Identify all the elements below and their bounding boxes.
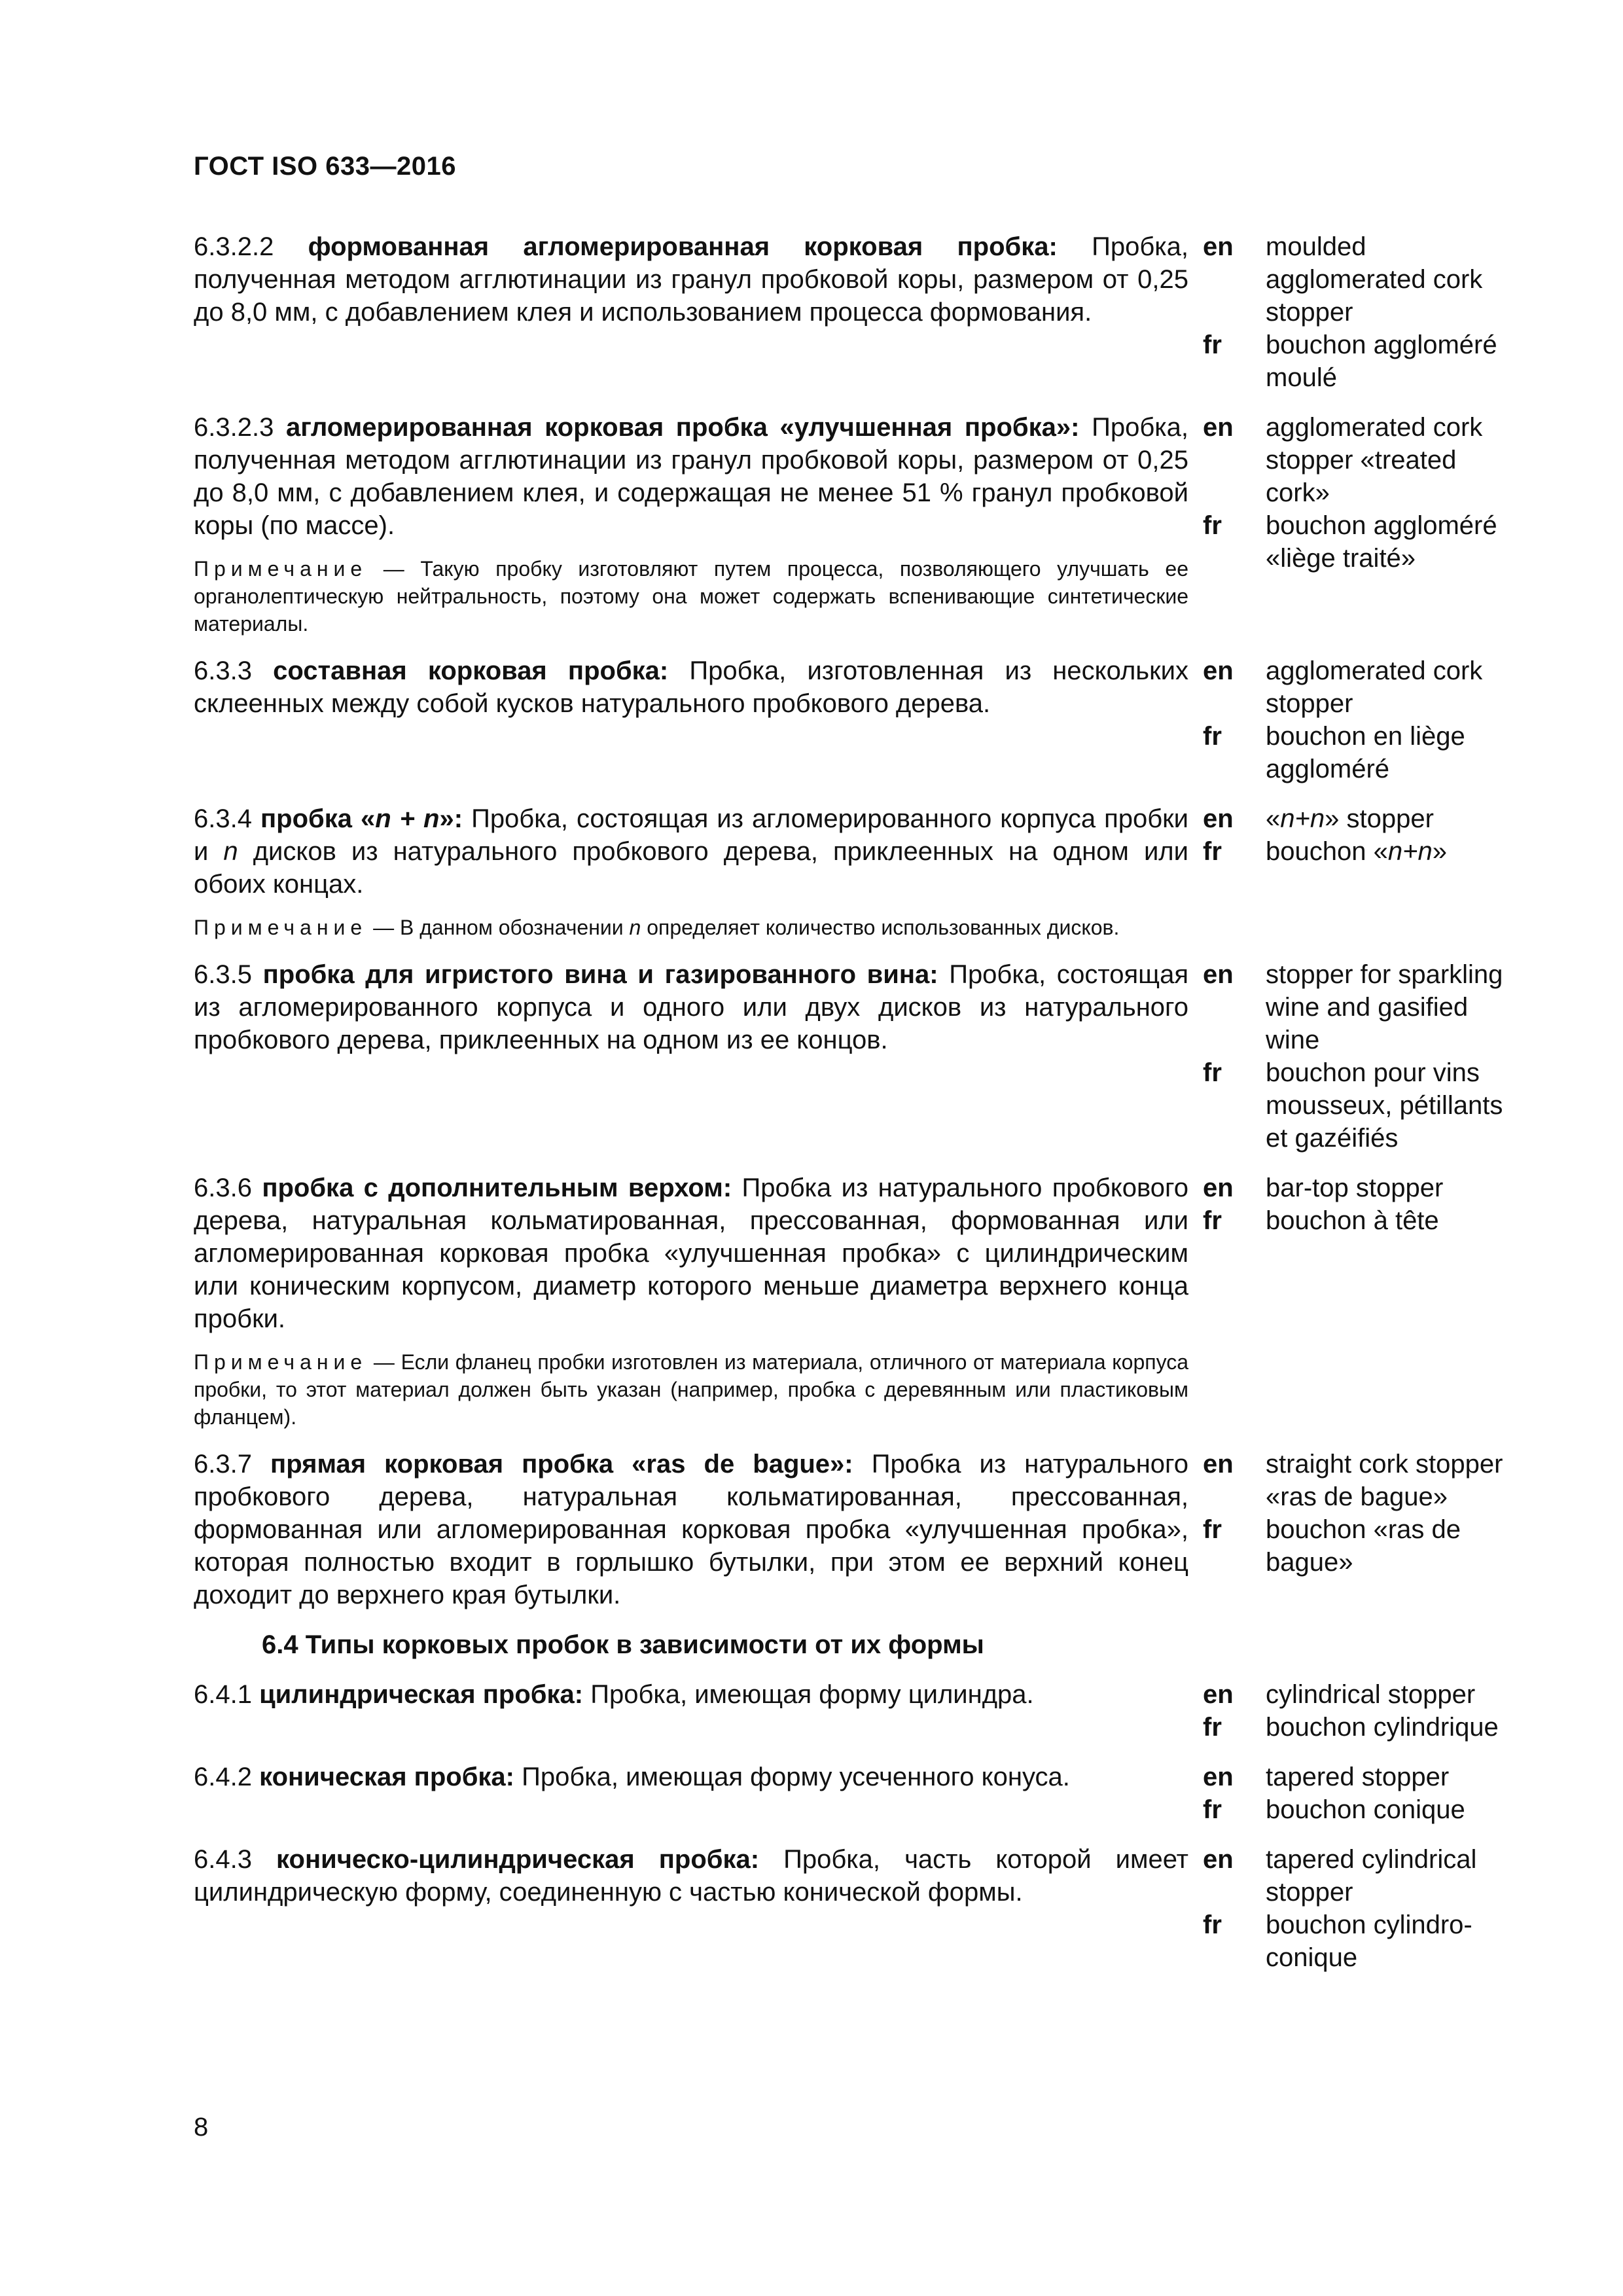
lang-code-fr: fr	[1203, 1515, 1222, 1544]
lang-code-fr: fr	[1203, 1795, 1222, 1824]
term-en	[1266, 802, 1522, 835]
term-en: agglomerated cork stopper «treated cork»	[1266, 413, 1483, 507]
entry-term: прямая корковая пробка «ras de bague»:	[270, 1450, 853, 1479]
lang-code-en: en	[1203, 1450, 1234, 1479]
lang-code-en: en	[1203, 232, 1234, 261]
term-entry	[194, 802, 1522, 941]
term-part: »:	[439, 804, 463, 833]
equivalents	[1203, 230, 1522, 394]
lang-code-en: en	[1203, 1845, 1234, 1874]
term-fr	[1266, 835, 1522, 868]
entry-number: 6.3.6	[194, 1174, 252, 1202]
entry-number: 6.4.2	[194, 1763, 252, 1791]
term-part: »	[1432, 837, 1447, 866]
entry-definition	[194, 1678, 1188, 1744]
entry-term: пробка с дополнительным верхом:	[262, 1174, 732, 1202]
term-en: tapered stopper	[1266, 1763, 1450, 1791]
term-entry	[194, 230, 1522, 394]
entry-definition	[194, 958, 1188, 1155]
entry-text: Пробка, полученная методом агглютинации из гранул пробковой коры, размером от 0,25 до 8,0 мм, с добавлением клея и использованием процесса формования.	[194, 232, 1188, 327]
entry-definition	[194, 1448, 1188, 1611]
entry-text: Пробка, состоящая из агломерированного корпуса и одного или двух дисков из натурального пробкового дерева, приклеенных на одном из ее концов.	[194, 960, 1188, 1054]
term-fr: bouchon pour vins mousseux, pétillants et gazéifiés	[1266, 1058, 1503, 1153]
term-part: n+n	[1280, 804, 1325, 833]
entry-definition	[194, 411, 1188, 637]
entry-term: агломерированная корковая пробка «улучшенная пробка»:	[285, 413, 1080, 442]
entry-definition	[194, 655, 1188, 785]
note-variable: n	[629, 916, 641, 939]
note	[194, 555, 1188, 637]
equivalents	[1203, 1843, 1522, 1974]
term-entry	[194, 411, 1522, 637]
lang-code-fr: fr	[1203, 331, 1222, 359]
entry-number: 6.3.5	[194, 960, 252, 989]
term-entry	[194, 958, 1522, 1155]
entry-text-variable: n	[223, 837, 238, 866]
equivalents	[1203, 1761, 1522, 1826]
page-number: 8	[194, 2113, 209, 2142]
term-en: moulded agglomerated cork stopper	[1266, 232, 1483, 327]
term-fr: bouchon cylindrique	[1266, 1713, 1499, 1742]
entry-number: 6.3.2.3	[194, 413, 274, 442]
term-entry	[194, 1448, 1522, 1611]
equivalents	[1203, 1172, 1522, 1431]
lang-code-fr: fr	[1203, 1713, 1222, 1742]
term-en: stopper for sparkling wine and gasified wine	[1266, 960, 1503, 1054]
lang-code-fr: fr	[1203, 1058, 1222, 1087]
entry-number: 6.3.7	[194, 1450, 252, 1479]
entry-term	[260, 804, 463, 833]
term-part: n + n	[375, 804, 440, 833]
term-en: bar-top stopper	[1266, 1174, 1444, 1202]
lang-code-en: en	[1203, 804, 1234, 833]
note-label: Примечание	[194, 557, 368, 581]
entry-number: 6.3.3	[194, 656, 252, 685]
entry-text: Пробка, часть которой имеет цилиндрическую форму, соединенную с частью конической формы.	[194, 1845, 1189, 1907]
term-part: bouchon «	[1266, 837, 1388, 866]
entry-definition	[194, 1761, 1188, 1826]
term-part: «	[1266, 804, 1281, 833]
term-entry	[194, 1761, 1522, 1826]
term-part: » stopper	[1325, 804, 1434, 833]
lang-code-fr: fr	[1203, 1206, 1222, 1235]
entry-term: пробка для игристого вина и газированного вина:	[262, 960, 938, 989]
lang-code-en: en	[1203, 1763, 1234, 1791]
entry-number: 6.4.3	[194, 1845, 252, 1874]
entry-term: коническо-цилиндрическая пробка:	[276, 1845, 760, 1874]
term-fr: bouchon à tête	[1266, 1206, 1439, 1235]
term-fr: bouchon en liège aggloméré	[1266, 722, 1465, 783]
term-en: tapered cylindrical stopper	[1266, 1845, 1477, 1907]
equivalents	[1203, 958, 1522, 1155]
entry-number: 6.3.4	[194, 804, 252, 833]
term-fr: bouchon aggloméré moulé	[1266, 331, 1497, 392]
term-entry	[194, 1678, 1522, 1744]
note-text: — В данном обозначении	[373, 916, 624, 939]
lang-code-fr: fr	[1203, 837, 1222, 866]
lang-code-en: en	[1203, 1174, 1234, 1202]
note-label: Примечание	[194, 1350, 368, 1374]
term-en: cylindrical stopper	[1266, 1680, 1476, 1709]
term-fr: bouchon conique	[1266, 1795, 1465, 1824]
entry-term: составная корковая пробка:	[273, 656, 669, 685]
note-text: определяет количество использованных дисков.	[647, 916, 1120, 939]
term-fr: bouchon «ras de bague»	[1266, 1515, 1461, 1577]
entry-number: 6.4.1	[194, 1680, 252, 1709]
note	[194, 914, 1188, 941]
note	[194, 1348, 1188, 1431]
entry-text: Пробка, имеющая форму усеченного конуса.	[522, 1763, 1070, 1791]
entry-term: цилиндрическая пробка:	[259, 1680, 584, 1709]
document-body	[194, 230, 1522, 1991]
entry-definition	[194, 802, 1188, 941]
section-heading: 6.4 Типы корковых пробок в зависимости от их формы	[262, 1630, 984, 1659]
term-entry	[194, 1172, 1522, 1431]
entry-text: Пробка, полученная методом агглютинации из гранул пробковой коры, размером от 0,25 до 8,0 мм, с добавлением клея, и содержащая не менее 51 % гранул пробковой коры (по массе).	[194, 413, 1188, 540]
entry-definition	[194, 230, 1188, 394]
term-fr: bouchon cylindro-conique	[1266, 1910, 1472, 1972]
term-entry	[194, 1843, 1522, 1974]
lang-code-en: en	[1203, 1680, 1234, 1709]
entry-text: Пробка из натурального пробкового дерева, натуральная кольматированная, прессованная, формованная или агломерированная корковая пробка «улучшенная пробка» с цилиндрическим или коническим корпусом, диаметр которого меньше диаметра верхнего конца пробки.	[194, 1174, 1188, 1333]
lang-code-fr: fr	[1203, 722, 1222, 751]
lang-code-fr: fr	[1203, 511, 1222, 540]
term-part: пробка «	[260, 804, 376, 833]
term-part: n+n	[1387, 837, 1433, 866]
equivalents	[1203, 1448, 1522, 1611]
entry-text: дисков из натурального пробкового дерева, приклеенных на одном или обоих концах.	[194, 837, 1188, 899]
term-en: agglomerated cork stopper	[1266, 656, 1483, 718]
note-label: Примечание	[194, 916, 368, 939]
lang-code-en: en	[1203, 413, 1234, 442]
entry-text: Пробка из натурального пробкового дерева, натуральная кольматированная, прессованная, формованная или агломерированная корковая пробка «улучшенная пробка», которая полностью входит в горлышко бутылки, при этом ее верхний конец доходит до верхнего края бутылки.	[194, 1450, 1188, 1609]
equivalents	[1203, 655, 1522, 785]
lang-code-en: en	[1203, 960, 1234, 989]
entry-text: Пробка, изготовленная из нескольких склеенных между собой кусков натурального пробкового дерева.	[194, 656, 1188, 718]
term-fr: bouchon aggloméré «liège traité»	[1266, 511, 1497, 573]
entry-term: коническая пробка:	[259, 1763, 514, 1791]
entry-definition	[194, 1843, 1188, 1974]
entry-number: 6.3.2.2	[194, 232, 274, 261]
lang-code-fr: fr	[1203, 1910, 1222, 1939]
note-text: — Если фланец пробки изготовлен из материала, отличного от материала корпуса пробки, то этот материал должен быть указан (например, пробка с деревянным или пластиковым фланцем).	[194, 1350, 1189, 1429]
note-text: — Такую пробку изготовляют путем процесса, позволяющего улучшать ее органолептическую нейтральность, поэтому она может содержать вспенивающие синтетические материалы.	[194, 557, 1189, 636]
term-entry	[194, 655, 1522, 785]
entry-text: Пробка, имеющая форму цилиндра.	[590, 1680, 1034, 1709]
entry-term: формованная агломерированная корковая пробка:	[308, 232, 1058, 261]
page-header: ГОСТ ISO 633—2016	[194, 152, 456, 181]
term-en: straight cork stopper «ras de bague»	[1266, 1450, 1503, 1511]
equivalents	[1203, 411, 1522, 637]
entry-text: Пробка, состоящая из агломерированного корпуса пробки и	[194, 804, 1188, 866]
equivalents	[1203, 1678, 1522, 1744]
entry-definition	[194, 1172, 1188, 1431]
equivalents	[1203, 802, 1522, 941]
lang-code-en: en	[1203, 656, 1234, 685]
